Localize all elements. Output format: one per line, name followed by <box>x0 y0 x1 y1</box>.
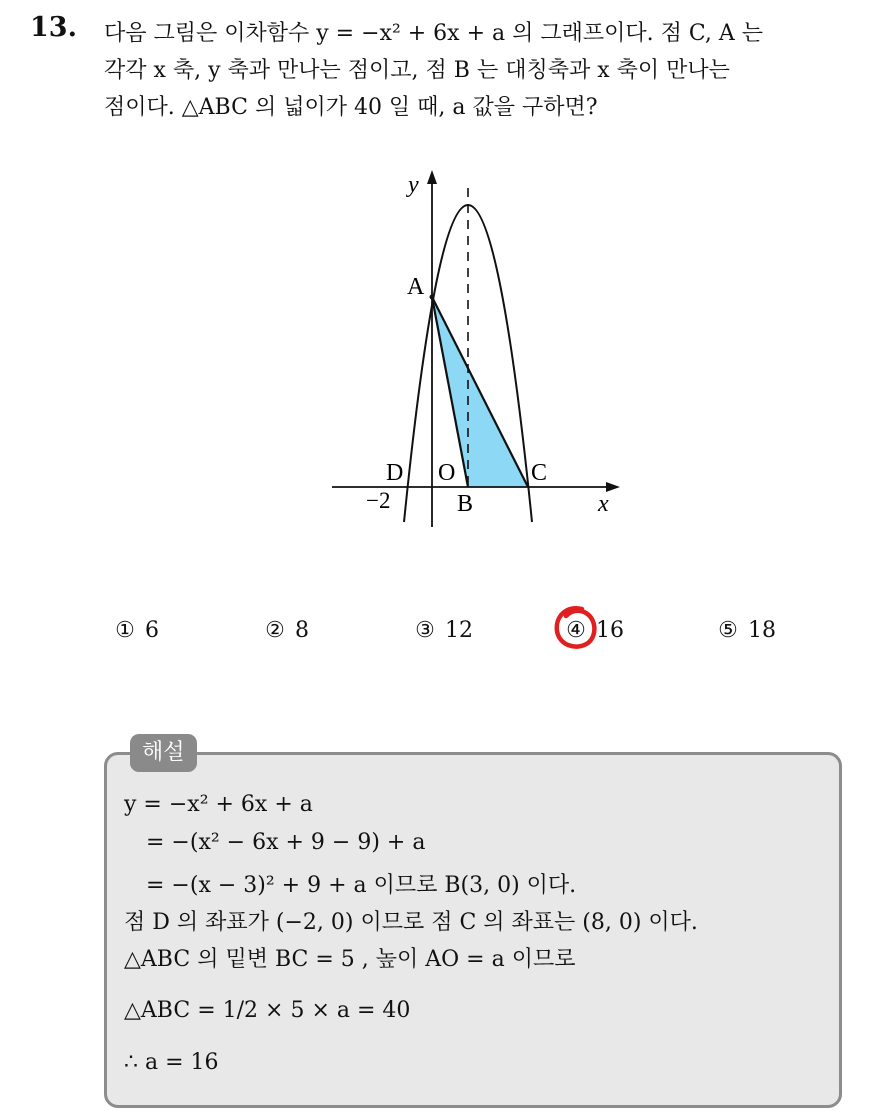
y-axis-arrow <box>427 170 437 184</box>
solution-tag: 해설 <box>130 734 197 772</box>
solution-line-3: = −(x − 3)² + 9 + a 이므로 B(3, 0) 이다. <box>146 873 577 898</box>
answer-circle-mark <box>552 603 600 653</box>
choice-5[interactable] <box>715 618 776 643</box>
choice-1-mark: ① <box>115 618 135 643</box>
solution-line-4: 점 D 의 좌표가 (−2, 0) 이므로 점 C 의 좌표는 (8, 0) 이다. <box>124 910 698 935</box>
solution-line-5: △ABC 의 밑변 BC = 5 , 높이 AO = a 이므로 <box>124 947 576 972</box>
choice-5-value: 18 <box>748 618 776 643</box>
solution-line-7: ∴ a = 16 <box>124 1050 219 1075</box>
question-number: 13. <box>30 12 77 43</box>
choice-2-mark: ② <box>265 618 285 643</box>
choice-4-value: 16 <box>596 618 624 643</box>
origin-label: O <box>438 460 456 486</box>
x-axis-label: x <box>598 491 609 517</box>
question-line-1: 다음 그림은 이차함수 y = −x² + 6x + a 의 그래프이다. 점 C, A 는 <box>104 21 764 46</box>
point-a <box>430 295 435 300</box>
question-line-2: 각각 x 축, y 축과 만나는 점이고, 점 B 는 대칭축과 x 축이 만나는 <box>104 58 730 83</box>
question-line-3: 점이다. △ABC 의 넓이가 40 일 때, a 값을 구하면? <box>104 95 598 120</box>
choice-3[interactable] <box>412 618 473 643</box>
choice-1[interactable] <box>112 618 159 643</box>
choice-5-mark: ⑤ <box>718 618 738 643</box>
answer-choices <box>0 618 884 652</box>
choice-3-mark: ③ <box>415 618 435 643</box>
solution-line-2: = −(x² − 6x + 9 − 9) + a <box>146 830 426 855</box>
minus-two-label: −2 <box>366 488 391 513</box>
point-b-label: B <box>457 491 474 517</box>
y-axis-label: y <box>408 172 419 198</box>
choice-4-mark: ④ <box>566 618 586 643</box>
point-c-label: C <box>531 460 548 486</box>
choice-2[interactable] <box>262 618 309 643</box>
point-a-label: A <box>407 274 425 300</box>
choice-3-value: 12 <box>445 618 473 643</box>
point-d-label: D <box>386 460 404 486</box>
choice-1-value: 6 <box>145 618 159 643</box>
choice-2-value: 8 <box>295 618 309 643</box>
solution-line-1: y = −x² + 6x + a <box>124 792 313 817</box>
solution-line-6: △ABC = 1/2 × 5 × a = 40 <box>124 998 411 1023</box>
